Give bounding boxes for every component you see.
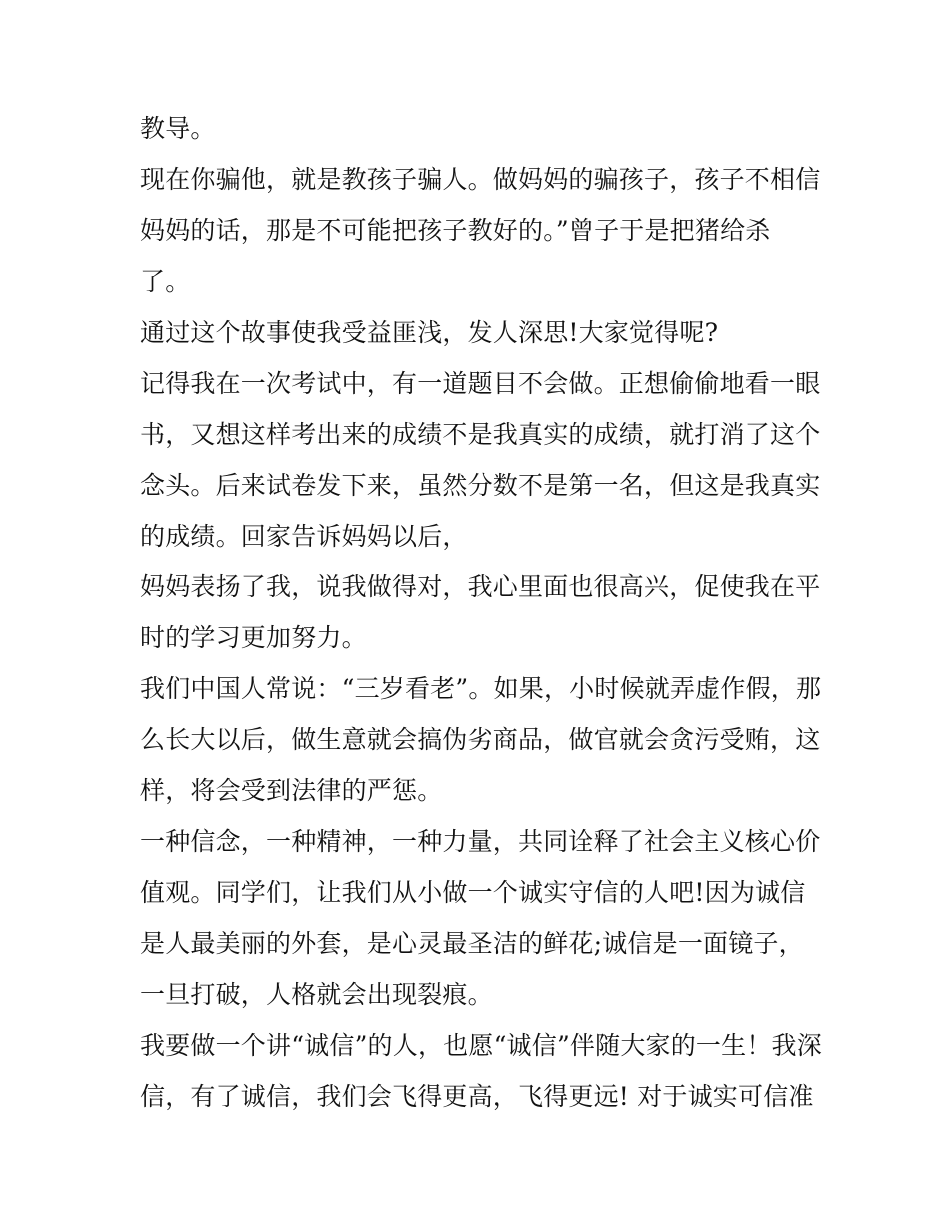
text-line: 记得我在一次考试中，有一道题目不会做。正想偷偷地看一眼 (140, 369, 821, 398)
text-line: 通过这个故事使我受益匪浅，发人深思!大家觉得呢? (140, 318, 719, 347)
text-line: 书，又想这样考出来的成绩不是我真实的成绩，就打消了这个 (140, 420, 821, 449)
text-line: 我们中国人常说：“三岁看老”。如果，小时候就弄虚作假，那 (140, 674, 822, 703)
text-line: 妈妈的话，那是不可能把孩子教好的。”曾子于是把猪给杀 (140, 216, 771, 245)
text-line: 了。 (140, 267, 191, 296)
text-line: 值观。同学们，让我们从小做一个诚实守信的人吧!因为诚信 (140, 878, 806, 907)
text-line: 一种信念，一种精神，一种力量，共同诠释了社会主义核心价 (140, 827, 821, 856)
text-line: 信，有了诚信，我们会飞得更高，飞得更远! 对于诚实可信准 (140, 1082, 814, 1111)
text-line: 一旦打破，人格就会出现裂痕。 (140, 980, 493, 1009)
text-line: 我要做一个讲“诚信”的人，也愿“诚信”伴随大家的一生！我深 (140, 1031, 822, 1060)
text-line: 是人最美丽的外套，是心灵最圣洁的鲜花;诚信是一面镜子， (140, 929, 804, 958)
text-line: 教导。 (140, 114, 216, 143)
text-line: 现在你骗他，就是教孩子骗人。做妈妈的骗孩子，孩子不相信 (140, 165, 821, 194)
text-line: 么长大以后，做生意就会搞伪劣商品，做官就会贪污受贿，这 (140, 725, 821, 754)
text-line: 的成绩。回家告诉妈妈以后， (140, 522, 468, 551)
text-line: 样，将会受到法律的严惩。 (140, 776, 443, 805)
text-line: 妈妈表扬了我，说我做得对，我心里面也很高兴，促使我在平 (140, 572, 821, 601)
text-line: 时的学习更加努力。 (140, 623, 367, 652)
text-line: 念头。后来试卷发下来，虽然分数不是第一名，但这是我真实 (140, 471, 821, 500)
